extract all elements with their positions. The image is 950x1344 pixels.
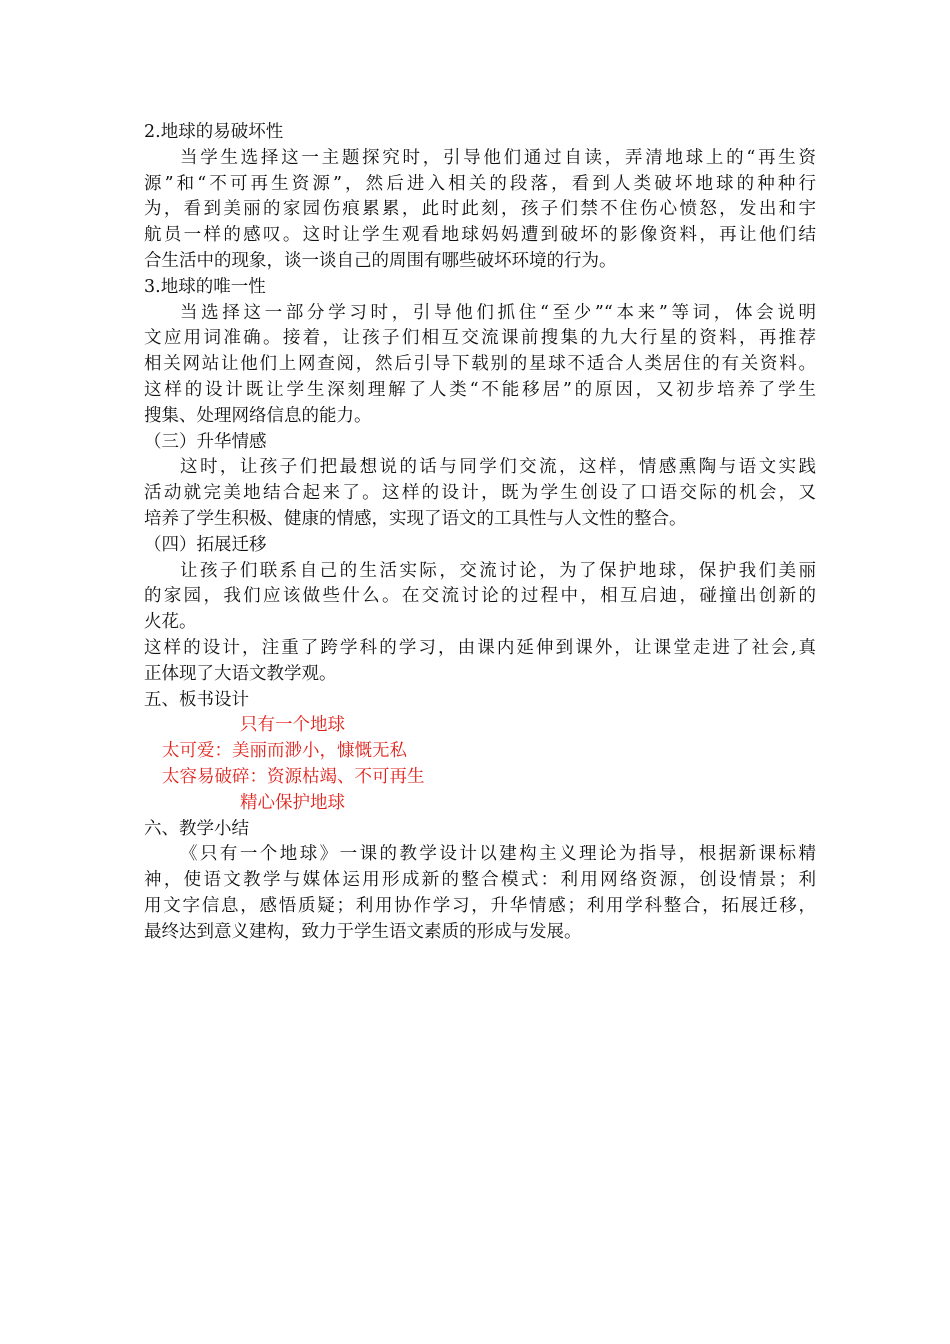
paragraph-line: 神，使语文教学与媒体运用形成新的整合模式：利用网络资源，创设情景；利 bbox=[144, 870, 816, 891]
section-heading-summary: 六、教学小结 bbox=[144, 818, 249, 839]
paragraph-line: 为，看到美丽的家园伤痕累累，此时此刻，孩子们禁不住伤心愤怒，发出和宇 bbox=[144, 199, 816, 220]
paragraph-line: 航员一样的感叹。这时让学生观看地球妈妈遭到破坏的影像资料，再让他们结 bbox=[144, 225, 816, 246]
paragraph-line: 《只有一个地球》一课的教学设计以建构主义理论为指导，根据新课标精 bbox=[180, 844, 816, 865]
section-heading-board-design: 五、板书设计 bbox=[144, 689, 249, 710]
board-line: 太容易破碎：资源枯竭、不可再生 bbox=[162, 766, 425, 787]
paragraph-line: 最终达到意义建构，致力于学生语文素质的形成与发展。 bbox=[144, 921, 582, 942]
paragraph-line: 正体现了大语文教学观。 bbox=[144, 663, 337, 684]
paragraph-line: 源”和“不可再生资源”，然后进入相关的段落，看到人类破坏地球的种种行 bbox=[144, 173, 816, 194]
section-heading-earth-uniqueness: 3.地球的唯一性 bbox=[144, 276, 266, 297]
paragraph-line: 这样的设计，注重了跨学科的学习，由课内延伸到课外，让课堂走进了社会,真 bbox=[144, 637, 816, 658]
paragraph-line: 当选择这一部分学习时，引导他们抓住“至少”“本来”等词，体会说明 bbox=[180, 302, 816, 323]
paragraph-line: 合生活中的现象，谈一谈自己的周围有哪些破坏环境的行为。 bbox=[144, 250, 617, 271]
paragraph-line: 让孩子们联系自己的生活实际，交流讨论，为了保护地球，保护我们美丽 bbox=[180, 560, 816, 581]
paragraph-line: 搜集、处理网络信息的能力。 bbox=[144, 405, 372, 426]
paragraph-line: 活动就完美地结合起来了。这样的设计，既为学生创设了口语交际的机会，又 bbox=[144, 483, 816, 504]
document-page bbox=[144, 120, 816, 946]
section-heading-sublimate-emotion: （三）升华情感 bbox=[144, 431, 267, 452]
paragraph-line: 火花。 bbox=[144, 612, 197, 633]
board-title: 只有一个地球 bbox=[240, 715, 345, 736]
paragraph-line: 培养了学生积极、健康的情感，实现了语文的工具性与人文性的整合。 bbox=[144, 508, 687, 529]
paragraph-line: 当学生选择这一主题探究时，引导他们通过自读，弄清地球上的“再生资 bbox=[180, 147, 816, 168]
paragraph-line: 这样的设计既让学生深刻理解了人类“不能移居”的原因，又初步培养了学生 bbox=[144, 379, 816, 400]
paragraph-line: 的家园，我们应该做些什么。在交流讨论的过程中，相互启迪，碰撞出创新的 bbox=[144, 586, 816, 607]
section-heading-extension: （四）拓展迁移 bbox=[144, 534, 267, 555]
paragraph-line: 这时，让孩子们把最想说的话与同学们交流，这样，情感熏陶与语文实践 bbox=[180, 457, 816, 478]
paragraph-line: 文应用词准确。接着，让孩子们相互交流课前搜集的九大行星的资料，再推荐 bbox=[144, 328, 816, 349]
board-line: 精心保护地球 bbox=[240, 792, 345, 813]
board-line: 太可爱：美丽而渺小，慷慨无私 bbox=[162, 741, 407, 762]
paragraph-line: 相关网站让他们上网查阅，然后引导下载别的星球不适合人类居住的有关资料。 bbox=[144, 354, 816, 375]
paragraph-line: 用文字信息，感悟质疑；利用协作学习，升华情感；利用学科整合，拓展迁移， bbox=[144, 895, 816, 916]
section-heading-earth-fragility: 2.地球的易破坏性 bbox=[144, 122, 284, 142]
